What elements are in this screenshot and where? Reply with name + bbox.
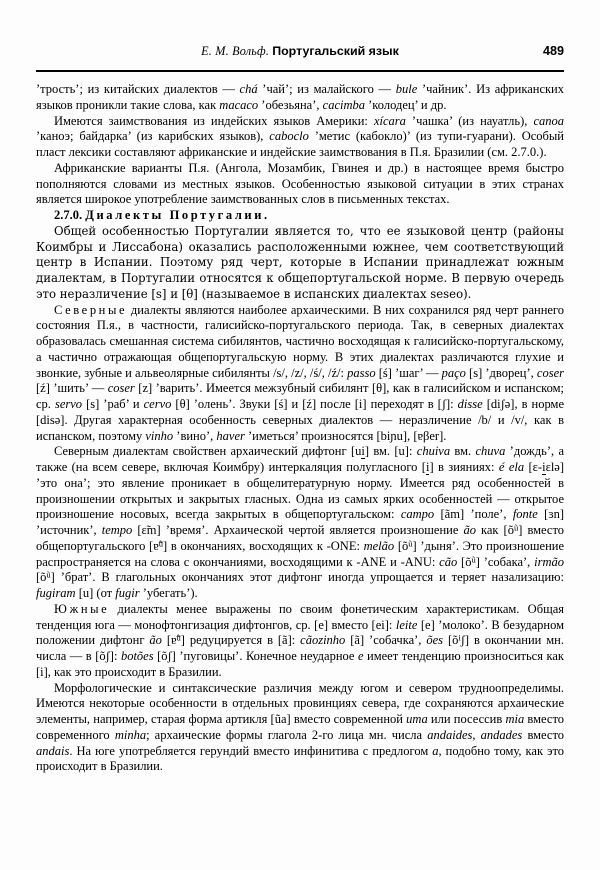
paragraph-southern-dialects: Южные диалекты менее выражены по своим фонетическим характеристикам. Общая тенденция юга — монофтонгизация дифтонгов, ср. [e] вместо [ei]: leite [e] ’молоко’. В безударном положении дифтонг ão [ɐ̃$^ũ$] редуцируется в [ã]: cãozinho [ã] ’собачка’, ões $[õ^iʃ]$ в окончании мн. числа — в [õʃ]: botões [õʃ] ’пуговицы’. Конечное неударное e имеет тенденцию произноситься как [i], как это происходит в Бразилии. (36, 601, 564, 679)
paragraph-morphological-differences: Морфологические и синтаксические различия между югом и севером трудноопределимы. Имеются некоторые особенности в отдельных провинциях севера, где сохраняются архаические элементы, например, старая форма артикля [ũa] вместо современной uma или посессив mia вместо современного minha; архаические формы глагола 2-го лица мн. числа andaides, andades вместо andais. На юге употребляется герундий вместо инфинитива с предлогом a, подобно тому, как это происходит в Бразилии. (36, 680, 564, 774)
running-head (36, 44, 564, 64)
paragraph-borrowings-chinese-malay: ’трость’; из китайских диалектов — chá ’чай’; из малайского — bule ’чайник’. Из африканских языков проникли такие слова, как macaco ’обезьяна’, cacimba ’колодец’ и др. (36, 82, 565, 112)
page-number: 489 (542, 44, 564, 58)
paragraph-african-variants: Африканские варианты П.я. (Ангола, Мозамбик, Гвинея и др.) в настоящее время быстро пополняются словами из местных языков. Особенностью языковой ситуации в этих странах является широкое употребление заимствованных слов в письменных текстах. (36, 160, 564, 207)
running-head-title: Португальский язык (272, 44, 399, 58)
paragraph-archaic-diphthong: Северным диалектам свойствен архаический дифтонг [ui] вм. [u]: chuiva вм. chuva ’дождь’, а также (на всем севере, включая Коимбру) интеркаляция полугласного [i] в зияниях: é ela [ɛ-iɛlə] ’это она’; это явление проникает в общелитературную норму. Имеется ряд особенностей в произношении открытых и закрытых гласных. Одна из самых ярких особенностей — открытое произношение носовых, всегда закрытых в общепортугальском: campo [ãm] ’поле’, fonte [ɜn] ’источник’, tempo [ɛ̃m] ’время’. Архаической чертой является произношение ão как $[õ^ũ]$ вместо общепортугальского [ɐ̃$^ũ$] в окончаниях, восходящих к -ONE: melão $[õ^ũ]$ ’дыня’. Это произношение распространяется на слова с окончаниями, восходящими к -ANE и -ANU: cão $[õ^ũ]$ ’собака’, irmão $[õ^ũ]$ ’брат’. В глагольных окончаниях этот дифтонг иногда упрощается и теряет назализацию: fugiram [u] (от fugir ’убегать’). (36, 444, 565, 600)
paragraph-northern-dialects: Северные диалекты являются наиболее архаическими. В них сохранился ряд черт раннего состояния П.я., в частности, галисийско-португальского периода. Так, в северных диалектах образовалась смешанная система сибилянтов, частично восходящая к галисийско-португальскому, а частично отражающая общепортугальскую норму. В этих диалектах различаются глухие и звонкие, зубные и альвеолярные сибилянты /s/, /z/, /ś/, /ź/: passo [ś] ’шаг’ — paço [s] ’дворец’, coser [ź] ’шить’ — coser [z] ’варить’. Имеется межзубный сибилянт [θ], как в галисийском и испанском; ср. servo [s] ’раб’ и cervo [θ] ’олень’. Звуки [ś] и [ź] после [i] переходят в [ʃ]: disse [diʃə], в норме [disə]. Другая характерная особенность северных диалектов — неразличение /b/ и /v/, как в испанском, поэтому vinho ’вино’, haver ’иметься’ произносятся [biɲu], [ɐβer]. (36, 302, 565, 443)
header-rule (36, 70, 564, 72)
paragraph-general-feature-portugal: Общей особенностью Португалии является то, что ее языковой центр (районы Коимбры и Лиссабона) оказались расположенными южнее, чем соответствующий центр в Испании. Поэтому ряд черт, которые в Испании принадлежат южным диалектам, в Португалии относятся к общепортугальской норме. В первую очередь это неразличение [s] и [θ] (называемое в испанских диалектах seseo). (36, 223, 564, 301)
page-body (36, 82, 564, 775)
running-head-author: Е. М. Вольф. (201, 44, 270, 58)
paragraph-amerindian-borrowings: Имеются заимствования из индейских языков Америки: xícara ’чашка’ (из науатль), canoa ’каноэ; байдарка’ (из карибских языков), caboclo ’метис (кабокло)’ (из тупи-гуарани). Особый пласт лексики составляют африканские и индейские заимствования в П.я. Бразилии (см. 2.7.0.). (36, 113, 564, 159)
running-head-text (201, 44, 399, 59)
section-heading-2-7-0: 2.7.0. Диалекты Португалии. (54, 208, 270, 222)
